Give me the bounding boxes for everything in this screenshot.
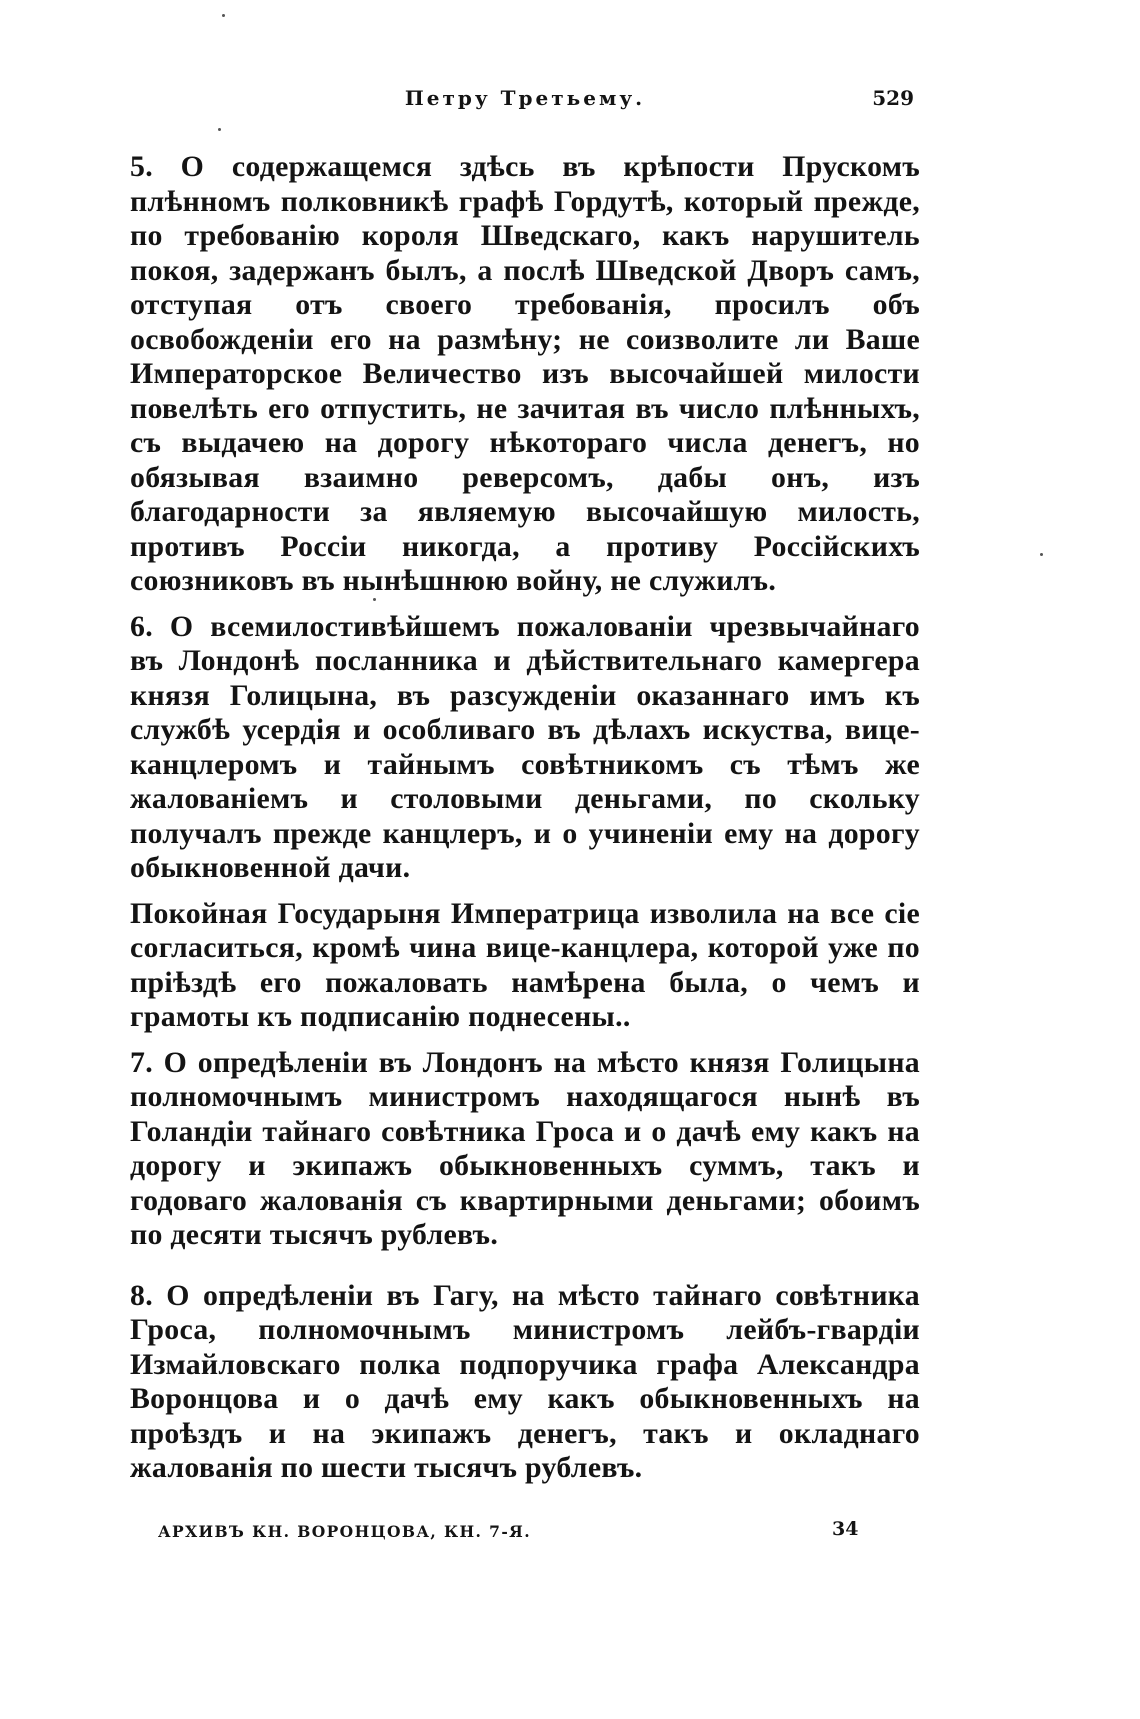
paragraph-text: О всемилостивѣйшемъ пожалованіи чрезвычайнаго въ Лондонѣ посланника и дѣйствительнаго камергера князя Голицына, въ разсужденіи оказаннаго имъ къ службѣ усердія и особливаго въ дѣлахъ искуства, вице-канцлеромъ и тайнымъ совѣтникомъ съ тѣмъ же жалованіемъ и столовыми деньгами, по скольку получалъ прежде канцлеръ, и о учиненіи ему на дорогу обыкновенной дачи.: [130, 609, 921, 884]
paragraph-5: [130, 150, 920, 599]
paragraph-7: [130, 1046, 920, 1253]
paragraph-6: [130, 610, 920, 886]
print-speck: [1040, 553, 1043, 556]
paragraph-number: 8.: [130, 1278, 153, 1312]
paragraph-text: О опредѣленіи въ Лондонъ на мѣсто князя Голицына полномочнымъ министромъ находящагося нынѣ въ Голандіи тайнаго совѣтника Гроса и о дачѣ ему какъ на дорогу и экипажъ обыкновенныхъ суммъ, такъ и годоваго жалованія съ квартирными деньгами; обоимъ по десяти тысячъ рублевъ.: [130, 1045, 921, 1251]
print-speck: [218, 128, 221, 131]
print-speck: [373, 598, 376, 601]
footer-signature: АРХИВЪ КН. ВОРОНЦОВА, КН. 7-Я.: [158, 1522, 532, 1541]
page-number: 529: [872, 86, 914, 110]
paragraph-text: О содержащемся здѣсь въ крѣпости Прускомъ плѣнномъ полковникѣ графѣ Гордутѣ, который прежде, по требованію короля Шведскаго, какъ нарушитель покоя, задержанъ былъ, а послѣ Шведской Дворъ самъ, отступая отъ своего требованія, просилъ объ освобожденіи его на размѣну; не соизволите ли Ваше Императорское Величество изъ высочайшей милости повелѣть его отпустить, не зачитая въ число плѣнныхъ, съ выдачею на дорогу нѣкотораго числа денегъ, но обязывая взаимно реверсомъ, дабы онъ, изъ благодарности за являемую высочайшую милость, противъ Россіи никогда, а противу Россійскихъ союзниковъ въ нынѣшнюю войну, не служилъ.: [130, 150, 920, 597]
paragraph-number: 5.: [130, 150, 153, 183]
paragraph-text: Покойная Государыня Императрица изволила на все сіе согласиться, кромѣ чина вице-канцлера, которой уже по пріѣздѣ его пожаловать намѣрена была, о чемъ и грамоты къ подписанію поднесены..: [130, 896, 920, 1033]
paragraph-number: 7.: [130, 1045, 153, 1079]
paragraph-text: О опредѣленіи въ Гагу, на мѣсто тайнаго совѣтника Гроса, полномочнымъ министромъ лейбъ-гвардіи Измайловскаго полка подпоручика графа Александра Воронцова и о дачѣ ему какъ обыкновенныхъ на проѣздъ и на экипажъ денегъ, такъ и окладнаго жалованія по шести тысячъ рублевъ.: [130, 1278, 921, 1484]
page-footer: [130, 1518, 920, 1562]
print-speck: [222, 14, 225, 17]
page-header: [130, 86, 920, 126]
running-title: Петру Третьему.: [404, 86, 646, 110]
sheet-number: 34: [832, 1518, 859, 1540]
paragraph-note: [130, 897, 920, 1035]
paragraph-8: [130, 1279, 920, 1486]
body-text: [130, 150, 920, 1486]
paragraph-number: 6.: [130, 609, 153, 643]
